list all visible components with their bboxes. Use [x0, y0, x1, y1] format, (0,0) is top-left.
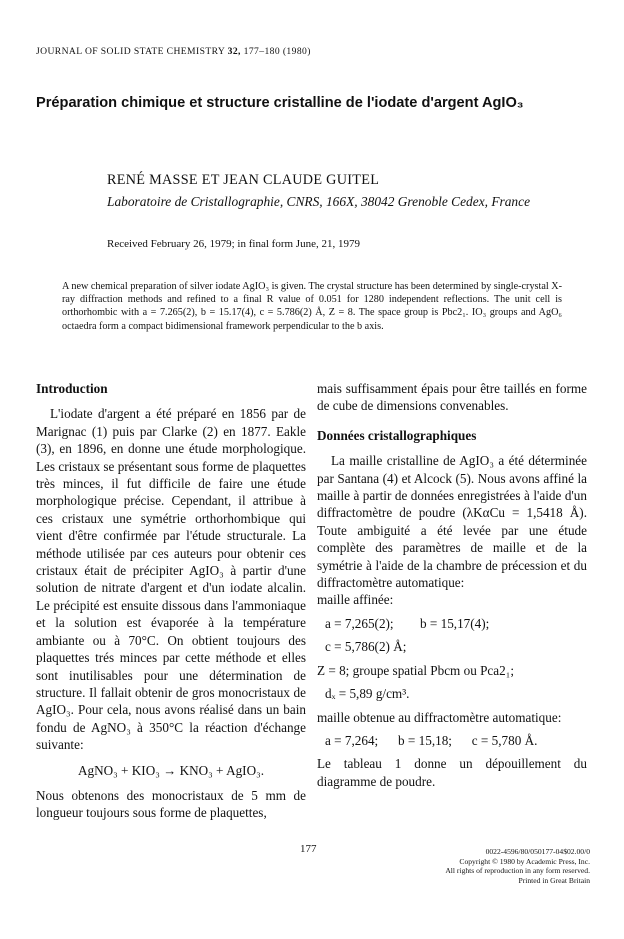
journal-header	[36, 46, 311, 57]
cell-parameter-c: c = 5,786(2) Å;	[325, 639, 407, 655]
cell-parameters-ab: a = 7,265(2); b = 15,17(4);	[325, 615, 490, 631]
density: dₓ = 5,89 g/cm³.	[325, 686, 410, 702]
space-group: Z = 8; groupe spatial Pbcm ou Pca2₁;	[317, 662, 514, 678]
copyright-line: 0022-4596/80/050177-04$02.00/0	[485, 847, 590, 856]
page-number: 177	[300, 843, 317, 855]
section-heading-crystallographic-data: Données cristallographiques	[317, 427, 477, 443]
crystallographic-paragraph: La maille cristalline de AgIO₃ a été déterminée par Santana (4) et Alcock (5). Nous avons affiné la maille à partir de données enregistrées à l'aide d'un diffractomètre de poudre (λKαCu = 1,5418 Å). Toute ambiguité a été levée par une étude complète des paramètres de maille et de la symétrie à l'aide de la chambre de précession et du diffractomètre automatique:	[317, 453, 587, 591]
journal-pages: 177–180 (1980)	[243, 46, 311, 57]
intro-paragraph: L'iodate d'argent a été préparé en 1856 par de Marignac (1) puis par Clarke (2) en 1877. Eakle (3), en 1896, en donne une étude morphologique. Les cristaux se présentant sous forme de plaquettes très minces, il fut difficile de faire une étude morphologique précise. Cependant, il attribue à ces cristaux une symétrie orthorhombique qui vient d'être confirmée par l'étude structurale. La méthode utilisée par ces auteurs pour obtenir ces cristaux était de précipiter AgIO₃ à partir d'une solution de nitrate d'argent et d'un iodate alcalin. Le précipité est ensuite dissous dans l'ammoniaque et la solution est évaporée à la température ambiante ou à 70°C. On obtient toujours des plaquettes trés minces par cette méthode et elles sont inutilisables pour une détermination de structure. Il fallait obtenir de gros monocristaux de AgIO₃. Pour cela, nous avons réalisé dans un bain fondu de AgNO₃ à 350°C la réaction d'échange suivante:	[36, 406, 306, 753]
journal-name: JOURNAL OF SOLID STATE CHEMISTRY	[36, 46, 225, 57]
paper-title: Préparation chimique et structure cristalline de l'iodate d'argent AgIO₃	[36, 95, 524, 111]
table-reference-paragraph: Le tableau 1 donne un dépouillement du diagramme de poudre.	[317, 756, 587, 789]
reaction-equation: AgNO₃ + KIO₃ → KNO₃ + AgIO₃.	[77, 762, 264, 778]
journal-volume: 32,	[227, 46, 241, 57]
left-column	[36, 380, 306, 822]
right-column	[317, 380, 587, 790]
copyright-line: All rights of reproduction in any form reserved.	[445, 866, 590, 876]
authors: RENÉ MASSE ET JEAN CLAUDE GUITEL	[107, 172, 380, 188]
copyright-line: Copyright © 1980 by Academic Press, Inc.	[459, 856, 590, 866]
refined-cell-label: maille affinée:	[317, 592, 394, 608]
copyright-line: Printed in Great Britain	[518, 875, 590, 885]
affiliation: Laboratoire de Cristallographie, CNRS, 166X, 38042 Grenoble Cedex, France	[107, 194, 531, 209]
copyright-block	[445, 847, 590, 885]
intro-paragraph-continued: Nous obtenons des monocristaux de 5 mm de longueur toujours sous forme de plaquettes,	[36, 787, 306, 821]
abstract: A new chemical preparation of silver iodate AgIO₃ is given. The crystal structure has been determined by single-crystal X-ray diffraction methods and refined to a final R value of 0.051 for 1280 independent reflections. The unit cell is orthorhombic with a = 7.265(2), b = 15.17(4), c = 5.786(2) Å, Z = 8. The space group is Pbc2₁. IO₃ groups and AgO₆ octaedra form a compact bidimensional framework perpendicular to the b axis.	[62, 281, 562, 332]
section-heading-introduction: Introduction	[36, 381, 108, 396]
diffractometer-cell-label: maille obtenue au diffractomètre automatique:	[317, 709, 562, 725]
diffractometer-cell-values: a = 7,264; b = 15,18; c = 5,780 Å.	[325, 732, 538, 748]
received-date: Received February 26, 1979; in final form June, 21, 1979	[107, 238, 360, 250]
intro-continuation: mais suffisamment épais pour être taillés en forme de cube de dimensions convenables.	[317, 381, 587, 414]
